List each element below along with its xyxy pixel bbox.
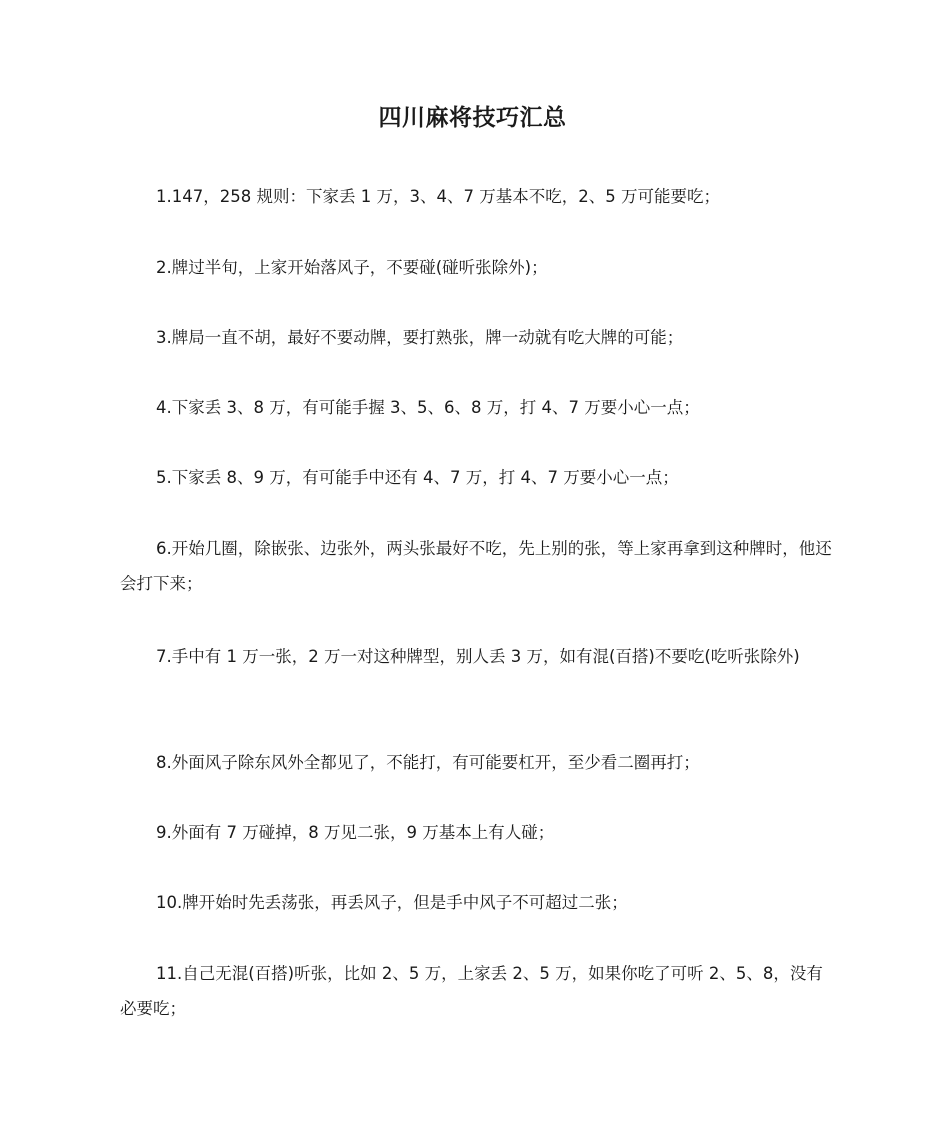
tip-paragraph-9: 9.外面有 7 万碰掉，8 万见二张，9 万基本上有人碰； [156, 823, 555, 842]
tip-paragraph-1: 1.147，258 规则：下家丢 1 万，3、4、7 万基本不吃，2、5 万可能要吃； [156, 187, 720, 206]
document-title: 四川麻将技巧汇总 [378, 105, 567, 131]
tip-paragraph-3: 3.牌局一直不胡，最好不要动牌，要打熟张，牌一动就有吃大牌的可能； [156, 328, 684, 347]
tip-paragraph-4: 4.下家丢 3、8 万，有可能手握 3、5、6、8 万，打 4、7 万要小心一点； [156, 398, 700, 417]
tip-paragraph-11: 11.自己无混(百搭)听张，比如 2、5 万，上家丢 2、5 万，如果你吃了可听 2、5、8，没有必要吃； [120, 964, 823, 1018]
tip-paragraph-8: 8.外面风子除东风外全都见了，不能打，有可能要杠开，至少看二圈再打； [156, 753, 700, 772]
tip-paragraph-6: 6.开始几圈，除嵌张、边张外，两头张最好不吃，先上别的张，等上家再拿到这种牌时，他还会打下来； [120, 539, 832, 593]
tip-paragraph-7: 7.手中有 1 万一张，2 万一对这种牌型，别人丢 3 万，如有混(百搭)不要吃(吃听张除外) [156, 647, 800, 666]
tip-paragraph-5: 5.下家丢 8、9 万，有可能手中还有 4、7 万，打 4、7 万要小心一点； [156, 468, 679, 487]
tip-paragraph-2: 2.牌过半旬，上家开始落风子，不要碰(碰听张除外)； [156, 258, 548, 277]
tip-paragraph-10: 10.牌开始时先丢荡张，再丢风子，但是手中风子不可超过二张； [156, 893, 628, 912]
